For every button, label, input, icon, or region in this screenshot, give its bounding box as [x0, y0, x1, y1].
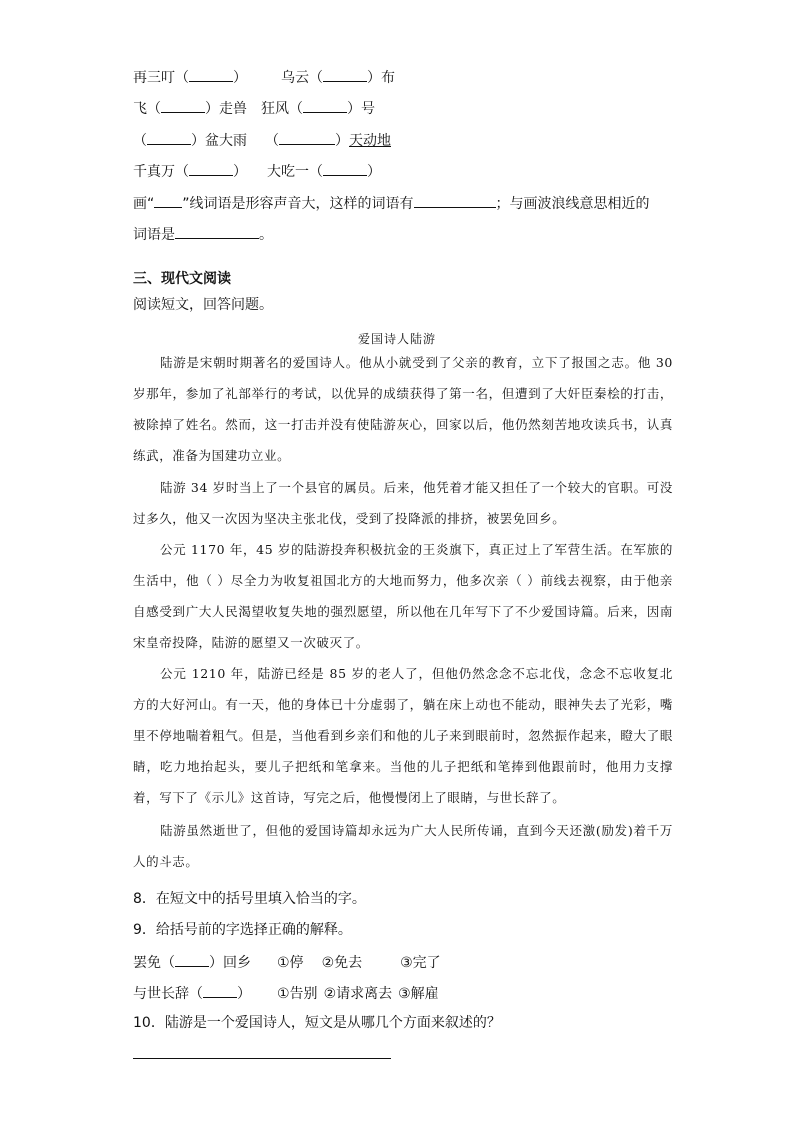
question-text: ；与画波浪线意思相近的 — [495, 196, 650, 212]
answer-blank[interactable] — [175, 224, 259, 239]
vocab-row-1 — [133, 67, 395, 87]
article-paragraph-3: 公元 1170 年，45 岁的陆游投奔积极抗金的王炎旗下，真正过上了军营生活。在军旅的生活中，他（ ）尽全力为收复祖国北方的大地而努力，他多次亲（ ）前线去视察，由于他亲自感受到广大人民渴望收复失地的强烈愿望，所以他在几年写下了不少爱国诗篇。后来，因南宋皇帝投降，陆游的愿望又一次破灭了。 — [133, 542, 673, 650]
question-9: 9．给括号前的字选择正确的解释。 — [133, 922, 352, 938]
question-text: 画“ — [133, 196, 155, 212]
vocab-text: ）号 — [347, 101, 375, 117]
vocab-text: 千真万（ — [133, 164, 189, 180]
article-paragraph-2: 陆游 34 岁时当上了一个县官的属员。后来，他凭着才能又担任了一个较大的官职。可没过多久，他又一次因为坚决主张北伐，受到了投降派的排挤，被罢免回乡。 — [133, 480, 673, 526]
vocab-text: 再三叮（ — [133, 70, 189, 86]
answer-blank[interactable] — [279, 130, 335, 145]
underline-sample — [154, 193, 182, 208]
option-3: ③完了 — [400, 955, 441, 971]
article-paragraph-1: 陆游是宋朝时期著名的爱国诗人。他从小就受到了父亲的教育，立下了报国之志。他 30 岁那年，参加了礼部举行的考试，以优异的成绩获得了第一名，但遭到了大奸臣秦桧的打击，被除掉了姓名。然而，这一打击并没有使陆游灰心，回家以后，他仍然刻苦地攻读兵书，认真练武，准备为国建功立业。 — [133, 355, 673, 463]
question-text: 与世长辞（ — [133, 986, 203, 1002]
section-heading: 三、现代文阅读 — [133, 271, 231, 287]
option-1: ①停 — [277, 955, 304, 971]
vocab-text: ） — [335, 133, 349, 149]
question-text: 罢免（ — [133, 955, 175, 971]
vocab-text: 飞（ — [133, 101, 161, 117]
answer-blank[interactable] — [323, 161, 367, 176]
answer-blank[interactable] — [161, 98, 205, 113]
option-2: ②免去 — [321, 955, 363, 971]
question-text: 。 — [259, 227, 273, 243]
vocab-text: （ — [265, 133, 279, 149]
question-10: 10．陆游是一个爱国诗人，短文是从哪几个方面来叙述的？ — [133, 1015, 501, 1031]
answer-line[interactable] — [133, 1058, 391, 1059]
article-paragraph-5: 陆游虽然逝世了，但他的爱国诗篇却永远为广大人民所传诵，直到今天还激(励发)着千万人的斗志。 — [133, 823, 673, 869]
vocab-text: ）走兽 — [205, 101, 247, 117]
article-paragraph-4: 公元 1210 年，陆游已经是 85 岁的老人了，但他仍然念念不忘北伐，念念不忘收复北方的大好河山。有一天，他的身体已十分虚弱了，躺在床上动也不能动，眼神失去了光彩，嘴里不停地喘着粗气。但是，当他看到乡亲们和他的儿子来到眼前时，忽然振作起来，瞪大了眼睛，吃力地抬起头，要儿子把纸和笔拿来。当他的儿子把纸和笔捧到他跟前时，他用力支撑着，写下了《示儿》这首诗，写完之后，他慢慢闭上了眼睛，与世长辞了。 — [133, 666, 673, 805]
option-3: ③解雇 — [398, 986, 439, 1002]
vocab-text: ）布 — [367, 70, 395, 86]
vocab-text: ） — [233, 164, 247, 180]
option-1: ①告别 — [277, 986, 318, 1002]
question-text: ”线词语是形容声音大，这样的词语有 — [182, 196, 414, 212]
answer-blank[interactable] — [189, 67, 233, 82]
vocab-text: ） — [367, 164, 381, 180]
vocab-text: 大吃一（ — [267, 164, 323, 180]
vocab-text: 狂风（ — [261, 101, 303, 117]
vocab-text: ）盆大雨 — [191, 133, 247, 149]
option-2: ②请求离去 — [323, 986, 393, 1002]
question-9-row-2 — [133, 983, 439, 1003]
vocab-row-2 — [133, 98, 375, 118]
article-title: 爱国诗人陆游 — [357, 332, 436, 346]
answer-blank[interactable] — [175, 952, 209, 967]
question-9-row-1 — [133, 952, 441, 972]
underlined-word: 天动地 — [349, 133, 391, 149]
question-text: ） — [237, 986, 251, 1002]
answer-blank[interactable] — [147, 130, 191, 145]
answer-blank[interactable] — [303, 98, 347, 113]
vocab-text: ） — [233, 70, 247, 86]
question-text: ）回乡 — [209, 955, 251, 971]
reading-instruction: 阅读短文，回答问题。 — [133, 297, 273, 313]
answer-blank[interactable] — [414, 193, 496, 208]
vocab-text: （ — [133, 133, 147, 149]
question-8: 8．在短文中的括号里填入恰当的字。 — [133, 891, 366, 907]
answer-blank[interactable] — [203, 983, 237, 998]
answer-blank[interactable] — [323, 67, 367, 82]
answer-blank[interactable] — [189, 161, 233, 176]
vocab-text: 乌云（ — [281, 70, 323, 86]
vocab-question-line-1 — [133, 193, 650, 213]
vocab-row-4 — [133, 161, 381, 181]
vocab-question-line-2 — [133, 224, 273, 244]
vocab-row-3 — [133, 130, 391, 150]
question-text: 词语是 — [133, 227, 175, 243]
